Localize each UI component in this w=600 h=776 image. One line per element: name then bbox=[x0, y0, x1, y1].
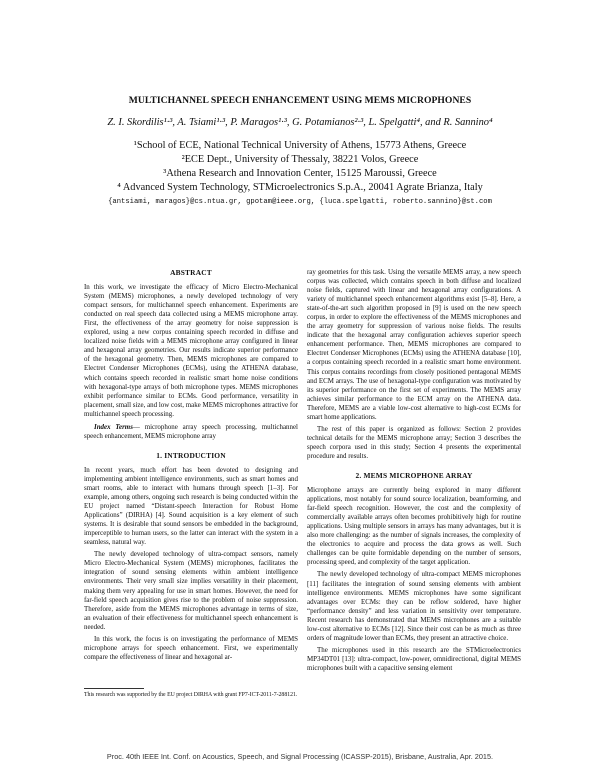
affiliation-2: ²ECE Dept., University of Thessaly, 38221 Volos, Greece bbox=[181, 154, 419, 165]
section2-paragraph-2: The newly developed technology of ultra-compact MEMS microphones [11] facilitates the integration of sound sensing elements with ambient intelligence environments. MEMS microphones have some significant advantages over ECMs: they can be reflow soldered, have higher “performance density” and less variation in sensitivity over temperature. Recent research has demonstrated that MEMS microphones are a suitable low-cost alternative to ECMs [12]. Since their cost can be as much as three orders of magnitude lower than ECMs, they present an attractive choice. bbox=[307, 570, 521, 642]
funding-footnote: This research was supported by the EU project DIRHA with grant FP7-ICT-2011-7-288121. bbox=[84, 692, 298, 698]
footnote-rule bbox=[84, 688, 144, 689]
affiliation-1: ¹School of ECE, National Technical University of Athens, 15773 Athens, Greece bbox=[133, 140, 467, 151]
abstract-text: In this work, we investigate the efficacy of Micro Electro-Mechanical System (MEMS) microphones, a newly developed technology of very compact sensors, for multichannel speech enhancement. Experiments are conducted on real speech data collected using a MEMS microphone array. First, the effectiveness of the array geometry for noise suppression is explored, using a new corpus containing speech recorded in diffuse and localized noise fields with a MEMS microphone array configured in linear and hexagonal array geometries. Our results indicate superior performance of the hexagonal geometry. Then, MEMS microphones are compared to Electret Condenser Microphones (ECMs), using the ATHENA database, which contains speech recorded in realistic smart home noise conditions with hexagonal-type arrays of both microphone types. MEMS microphones exhibit performance similar to ECMs. Good performance, versatility in placement, small size, and low cost, make MEMS microphones attractive for multichannel speech processing. bbox=[84, 283, 298, 418]
intro-paragraph-3: In this work, the focus is on investigating the performance of MEMS microphone arrays for speech enhancement. First, we experimentally compare the effectiveness of linear and hexagonal ar- bbox=[84, 634, 298, 661]
abstract-heading: ABSTRACT bbox=[170, 268, 212, 277]
affiliation-4: ⁴ Advanced System Technology, STMicroelectronics S.p.A., 20041 Agrate Brianza, Italy bbox=[117, 182, 483, 193]
introduction-heading: 1. INTRODUCTION bbox=[156, 450, 226, 460]
right-column bbox=[307, 268, 521, 676]
author-list: Z. I. Skordilis¹·³, A. Tsiami¹·³, P. Maragos¹·³, G. Potamianos²·³, L. Spelgatti⁴, and R. Sannino⁴ bbox=[107, 117, 493, 128]
index-terms-text: — microphone array speech processing, multichannel speech enhancement, MEMS microphone array bbox=[84, 422, 298, 440]
intro-continuation: ray geometries for this task. Using the versatile MEMS array, a new speech corpus was collected, which contains speech in both diffuse and localized noise fields, captured with linear and hexagonal array configurations. A variety of multichannel speech enhancement algorithms exist [5–8]. Here, a state-of-the-art such algorithm proposed in [9] is used on the new speech corpus, in order to explore the effectiveness of the MEMS microphones and the array geometry for suppression of various noise fields. The results indicate that the hexagonal array configuration achieves superior speech enhancement performance. Then, MEMS microphones are compared to Electret Condenser Microphones (ECMs) using the ATHENA database [10], a corpus containing speech recorded in a realistic smart home environment. This corpus contains recordings from closely positioned pentagonal MEMS and ECM arrays. The use of hexagonal-type configuration was motivated by its superior performance on the first set of experiments. The MEMS array achieves similar performance to the ECM array on the ATHENA data. Therefore, MEMS are a viable low-cost alternative to high-cost ECMs for smart home applications. bbox=[307, 268, 521, 421]
section2-heading: 2. MEMS MICROPHONE ARRAY bbox=[355, 470, 473, 480]
section2-paragraph-3: The microphones used in this research are the STMicroelectronics MP34DT01 [13]: ultra-compact, low-power, omnidirectional, digital MEMS microphones built with a capacitive sensing element bbox=[307, 645, 521, 672]
intro-paragraph-2: The newly developed technology of ultra-compact sensors, namely Micro Electro-Mechanical System (MEMS) microphones, facilitates the integration of sound sensing elements within ambient intelligence environments. Their very small size implies versatility in their placement, making them very appealing for use in smart homes. However, the need for far-field speech acquisition gives rise to the problem of noise suppression. Therefore, aside from the MEMS microphones advantage in terms of size, an evaluation of their effectiveness for multichannel speech enhancement is needed. bbox=[84, 550, 298, 631]
paper-title: MULTICHANNEL SPEECH ENHANCEMENT USING MEMS MICROPHONES bbox=[128, 95, 472, 106]
intro-paragraph-1: In recent years, much effort has been devoted to designing and implementing ambient intelligence environments, such as smart homes and smart rooms, able to interact with humans through speech [1–3]. For example, among others, ongoing such research is being conducted within the EU project named “Distant-speech Interaction for Robust Home Applications” (DIRHA) [4]. Sound acquisition is a key element of such systems. It is desirable that sound sensors be embedded in the background, imperceptible to human users, so the latter can interact with the system in a seamless, natural way. bbox=[84, 465, 298, 547]
author-emails: {antsiami, maragos}@cs.ntua.gr, gpotam@ieee.org, {luca.spelgatti, roberto.sannino}@st.com bbox=[108, 198, 492, 206]
index-terms-label: Index Terms bbox=[94, 422, 133, 431]
conference-footer: Proc. 40th IEEE Int. Conf. on Acoustics, Speech, and Signal Processing (ICASSP-2015), Brisbane, Australia, Apr. 2015. bbox=[106, 752, 494, 761]
left-column bbox=[84, 268, 298, 665]
section2-paragraph-1: Microphone arrays are currently being explored in many different applications, most notably for sound source localization, beamforming, and far-field speech recognition. However, the cost and the complexity of commercially available arrays often becomes prohibitively high for routine applications. Using multiple sensors in arrays has many advantages, but it is also more challenging: as the number of signals increases, the complexity of the electronics to acquire and process the data grows as well. Such challenges can be quite formidable depending on the number of sensors, processing speed, and complexity of the target application. bbox=[307, 486, 521, 567]
intro-organization: The rest of this paper is organized as follows: Section 2 provides technical details for the MEMS microphone array; Section 3 describes the speech corpora used in this study; Section 4 presents the experimental procedure and results. bbox=[307, 424, 521, 460]
index-terms bbox=[84, 423, 298, 441]
affiliation-3: ³Athena Research and Innovation Center, 15125 Maroussi, Greece bbox=[163, 168, 437, 179]
